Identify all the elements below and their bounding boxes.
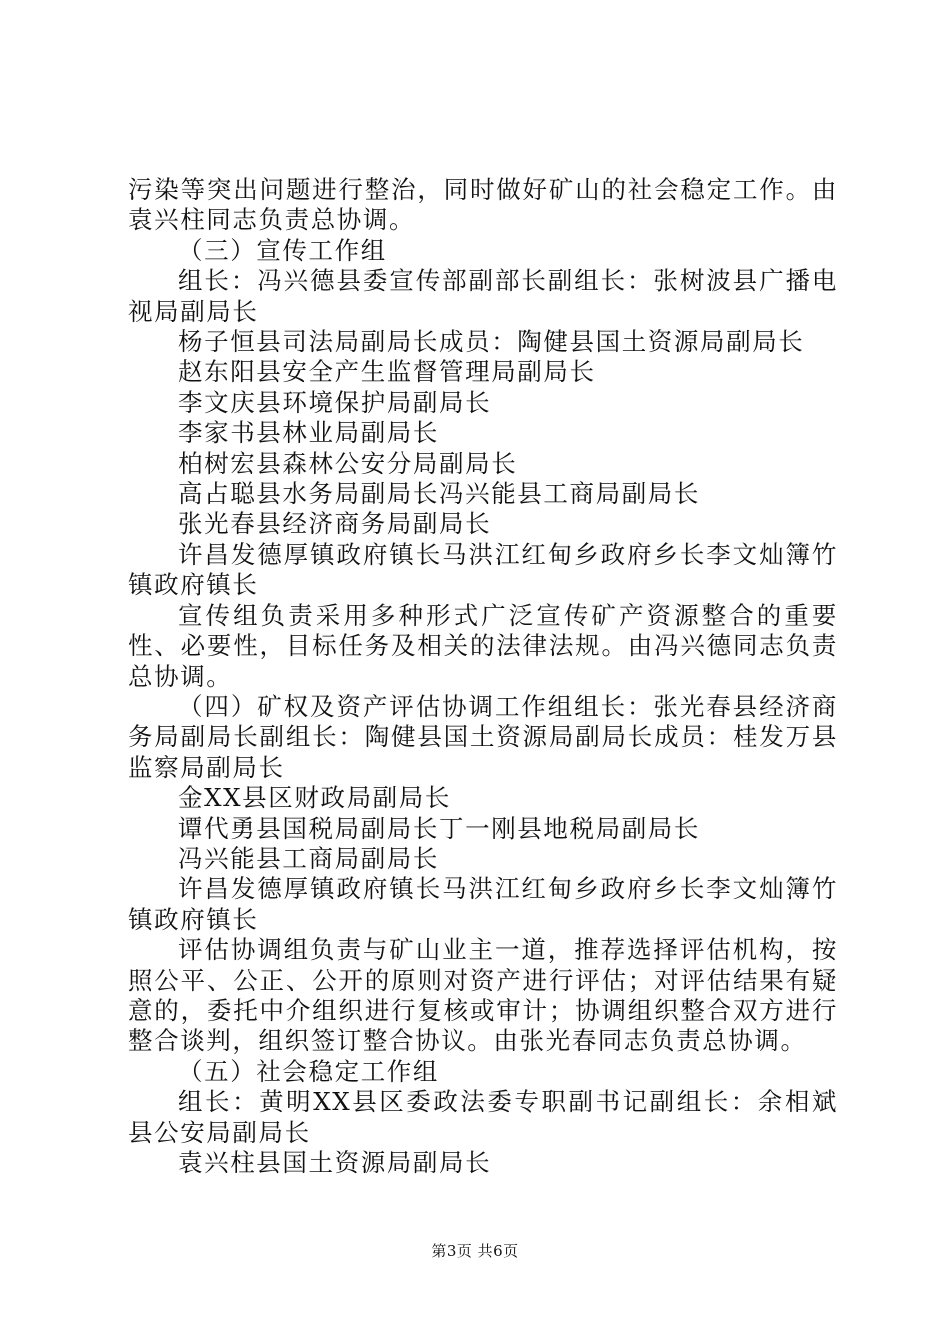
paragraph: 高占聪县水务局副局长冯兴能县工商局副局长 bbox=[178, 479, 700, 509]
paragraph: 李文庆县环境保护局副局长 bbox=[178, 387, 492, 417]
paragraph: 评估协调组负责与矿山业主一道，推荐选择评估机构，按照公平、公正、公开的原则对资产进行评估；对评估结果有疑意的，委托中介组织进行复核或审计；协调组织整合双方进行整合谈判，组织签订整合协议。由张光春同志负责总协调。 bbox=[128, 935, 838, 1056]
paragraph: 许昌发德厚镇政府镇长马洪江红甸乡政府乡长李文灿簿竹镇政府镇长 bbox=[128, 539, 838, 600]
paragraph: 宣传组负责采用多种形式广泛宣传矿产资源整合的重要性、必要性，目标任务及相关的法律法规。由冯兴德同志负责总协调。 bbox=[128, 600, 838, 691]
section-heading: （三）宣传工作组 bbox=[178, 235, 387, 265]
paragraph: 组长：黄明XX县区委政法委专职副书记副组长：余相斌县公安局副局长 bbox=[128, 1087, 838, 1147]
paragraph: 赵东阳县安全产生监督管理局副局长 bbox=[178, 357, 596, 387]
section-heading: （四）矿权及资产评估协调工作组组长：张光春县经济商务局副局长副组长：陶健县国土资源局副局长成员：桂发万县监察局副局长 bbox=[128, 691, 838, 782]
paragraph: 污染等突出问题进行整治，同时做好矿山的社会稳定工作。由袁兴柱同志负责总协调。 bbox=[128, 175, 838, 235]
paragraph: 李家书县林业局副局长 bbox=[178, 418, 439, 448]
paragraph: 许昌发德厚镇政府镇长马洪江红甸乡政府乡长李文灿簿竹镇政府镇长 bbox=[128, 874, 838, 934]
page-number-footer: 第3页 共6页 bbox=[431, 1242, 519, 1260]
paragraph: 张光春县经济商务局副局长 bbox=[178, 509, 492, 539]
paragraph: 组长：冯兴德县委宣传部副部长副组长：张树波县广播电视局副局长 bbox=[128, 266, 838, 326]
section-heading: （五）社会稳定工作组 bbox=[178, 1056, 439, 1086]
paragraph: 冯兴能县工商局副局长 bbox=[178, 843, 439, 873]
paragraph: 柏树宏县森林公安分局副局长 bbox=[178, 448, 518, 478]
paragraph: 袁兴柱县国土资源局副局长 bbox=[178, 1148, 492, 1177]
paragraph: 金XX县区财政局副局长 bbox=[178, 783, 451, 813]
paragraph: 谭代勇县国税局副局长丁一刚县地税局副局长 bbox=[178, 813, 700, 843]
paragraph: 杨子恒县司法局副局长成员：陶健县国土资源局副局长 bbox=[178, 327, 805, 357]
document-body bbox=[128, 175, 838, 1178]
